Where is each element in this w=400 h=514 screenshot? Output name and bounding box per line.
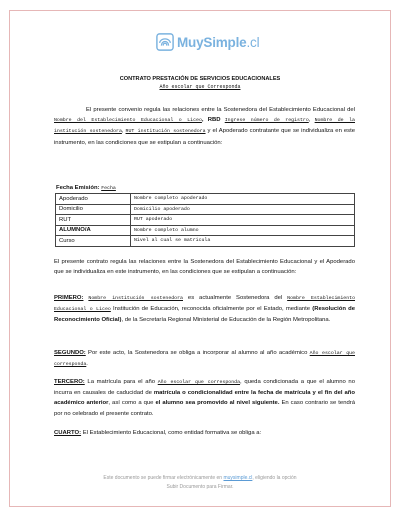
institution-name-field[interactable]: Nombre institución sostenedora [88,296,183,301]
student-name-field[interactable]: Nombre completo alumno [131,225,355,236]
institution-rut-field[interactable]: RUT institución sostenedora [125,129,206,135]
issue-date-field[interactable]: Fecha [101,186,116,191]
row-key: Domicilio [56,204,131,215]
table-row [56,194,355,205]
school-year-field[interactable]: Año escolar que corresponda [54,351,355,368]
clause-cuarto: CUARTO: El Establecimiento Educacional, como entidad formativa se obliga a: [54,430,262,436]
contract-paragraph: El presente contrato regula las relaciones entre la Sostenedora del Establecimiento Educacional y el Apoderado que se individualiza en este instrumento, en las condiciones que se estipulan a continuación: [54,259,355,276]
logo-text: MuySimple.cl [177,34,260,50]
establishment-name-field[interactable]: Nombre Establecimiento Educacional o Liceo [54,296,356,313]
row-key: RUT [56,215,131,226]
issue-date: Fecha Emisión: Fecha [56,185,116,191]
guardian-rut-field[interactable]: RUT apoderado [131,215,355,226]
clause-segundo: SEGUNDO: Por este acto, la Sostenedora se obliga a incorporar al alumno al año académico Año escolar que corresponda. [54,350,355,368]
row-key: Apoderado [56,194,131,205]
document-page [9,10,391,507]
establishment-name-field[interactable]: Nombre del Establecimiento Educacional o Liceo [54,118,202,124]
table-row [56,225,355,236]
footer-note: Este documento se puede firmar electrónicamente en muysimple.cl, eligiendo la opción Subir Documento para Firmar. [103,475,297,490]
school-year-field[interactable]: Año escolar que corresponda [157,380,241,385]
document-title: CONTRATO PRESTACIÓN DE SERVICIOS EDUCACIONALES [119,76,281,82]
school-year-placeholder[interactable]: Año escolar que Corresponda [159,84,241,90]
muysimple-link[interactable]: muysimple.cl [223,475,253,481]
clause-primero: PRIMERO: Nombre institución sostenedora es actualmente Sostenedora del Nombre Establecimiento Educacional o Liceo Institución de Educación, reconocida oficialmente por el Estado, mediante (Resolución de Reconocimiento Oficial), de la Secretaría Regional Ministerial de Educación de la Región Metropolitana. [54,295,356,324]
grade-level-field[interactable]: Nivel al cual se matricula [131,236,355,247]
table-row [56,215,355,226]
clause-tercero: TERCERO: La matrícula para el año Año escolar que corresponda, queda condicionada a que el alumno no incurra en causales de caducidad de matrícula o condicionalidad entre la fecha de matrícula y el fin del año académico anterior, así como a que el alumno sea promovido al nivel siguiente. En caso contrario se tendrá por no celebrado el presente contrato. [54,379,355,417]
table-row [56,204,355,215]
guardian-address-field[interactable]: Domicilio apoderado [131,204,355,215]
table-row [56,236,355,247]
muysimple-logo[interactable] [156,31,268,53]
rbd-field[interactable]: Ingrese número de registro [224,118,309,124]
fingerprint-logo-icon [156,33,174,51]
institution-name-field[interactable]: Nombre de la institución sostenedora [54,118,355,135]
intro-paragraph: El presente convenio regula las relaciones entre la Sostenedora del Establecimiento Educacional del Nombre del Establecimiento Educacional o Liceo, RBD Ingrese número de registro, Nombre de la institución sostenedora, RUT institución sostenedora y el Apoderado contratante que se individualiza en este instrumento, en las condiciones que se estipulan a continuación: [54,107,355,146]
guardian-name-field[interactable]: Nombre completo apoderado [131,194,355,205]
guardian-data-table [55,193,355,247]
row-key: Curso [56,236,131,247]
row-key: ALUMNO/A [56,225,131,236]
